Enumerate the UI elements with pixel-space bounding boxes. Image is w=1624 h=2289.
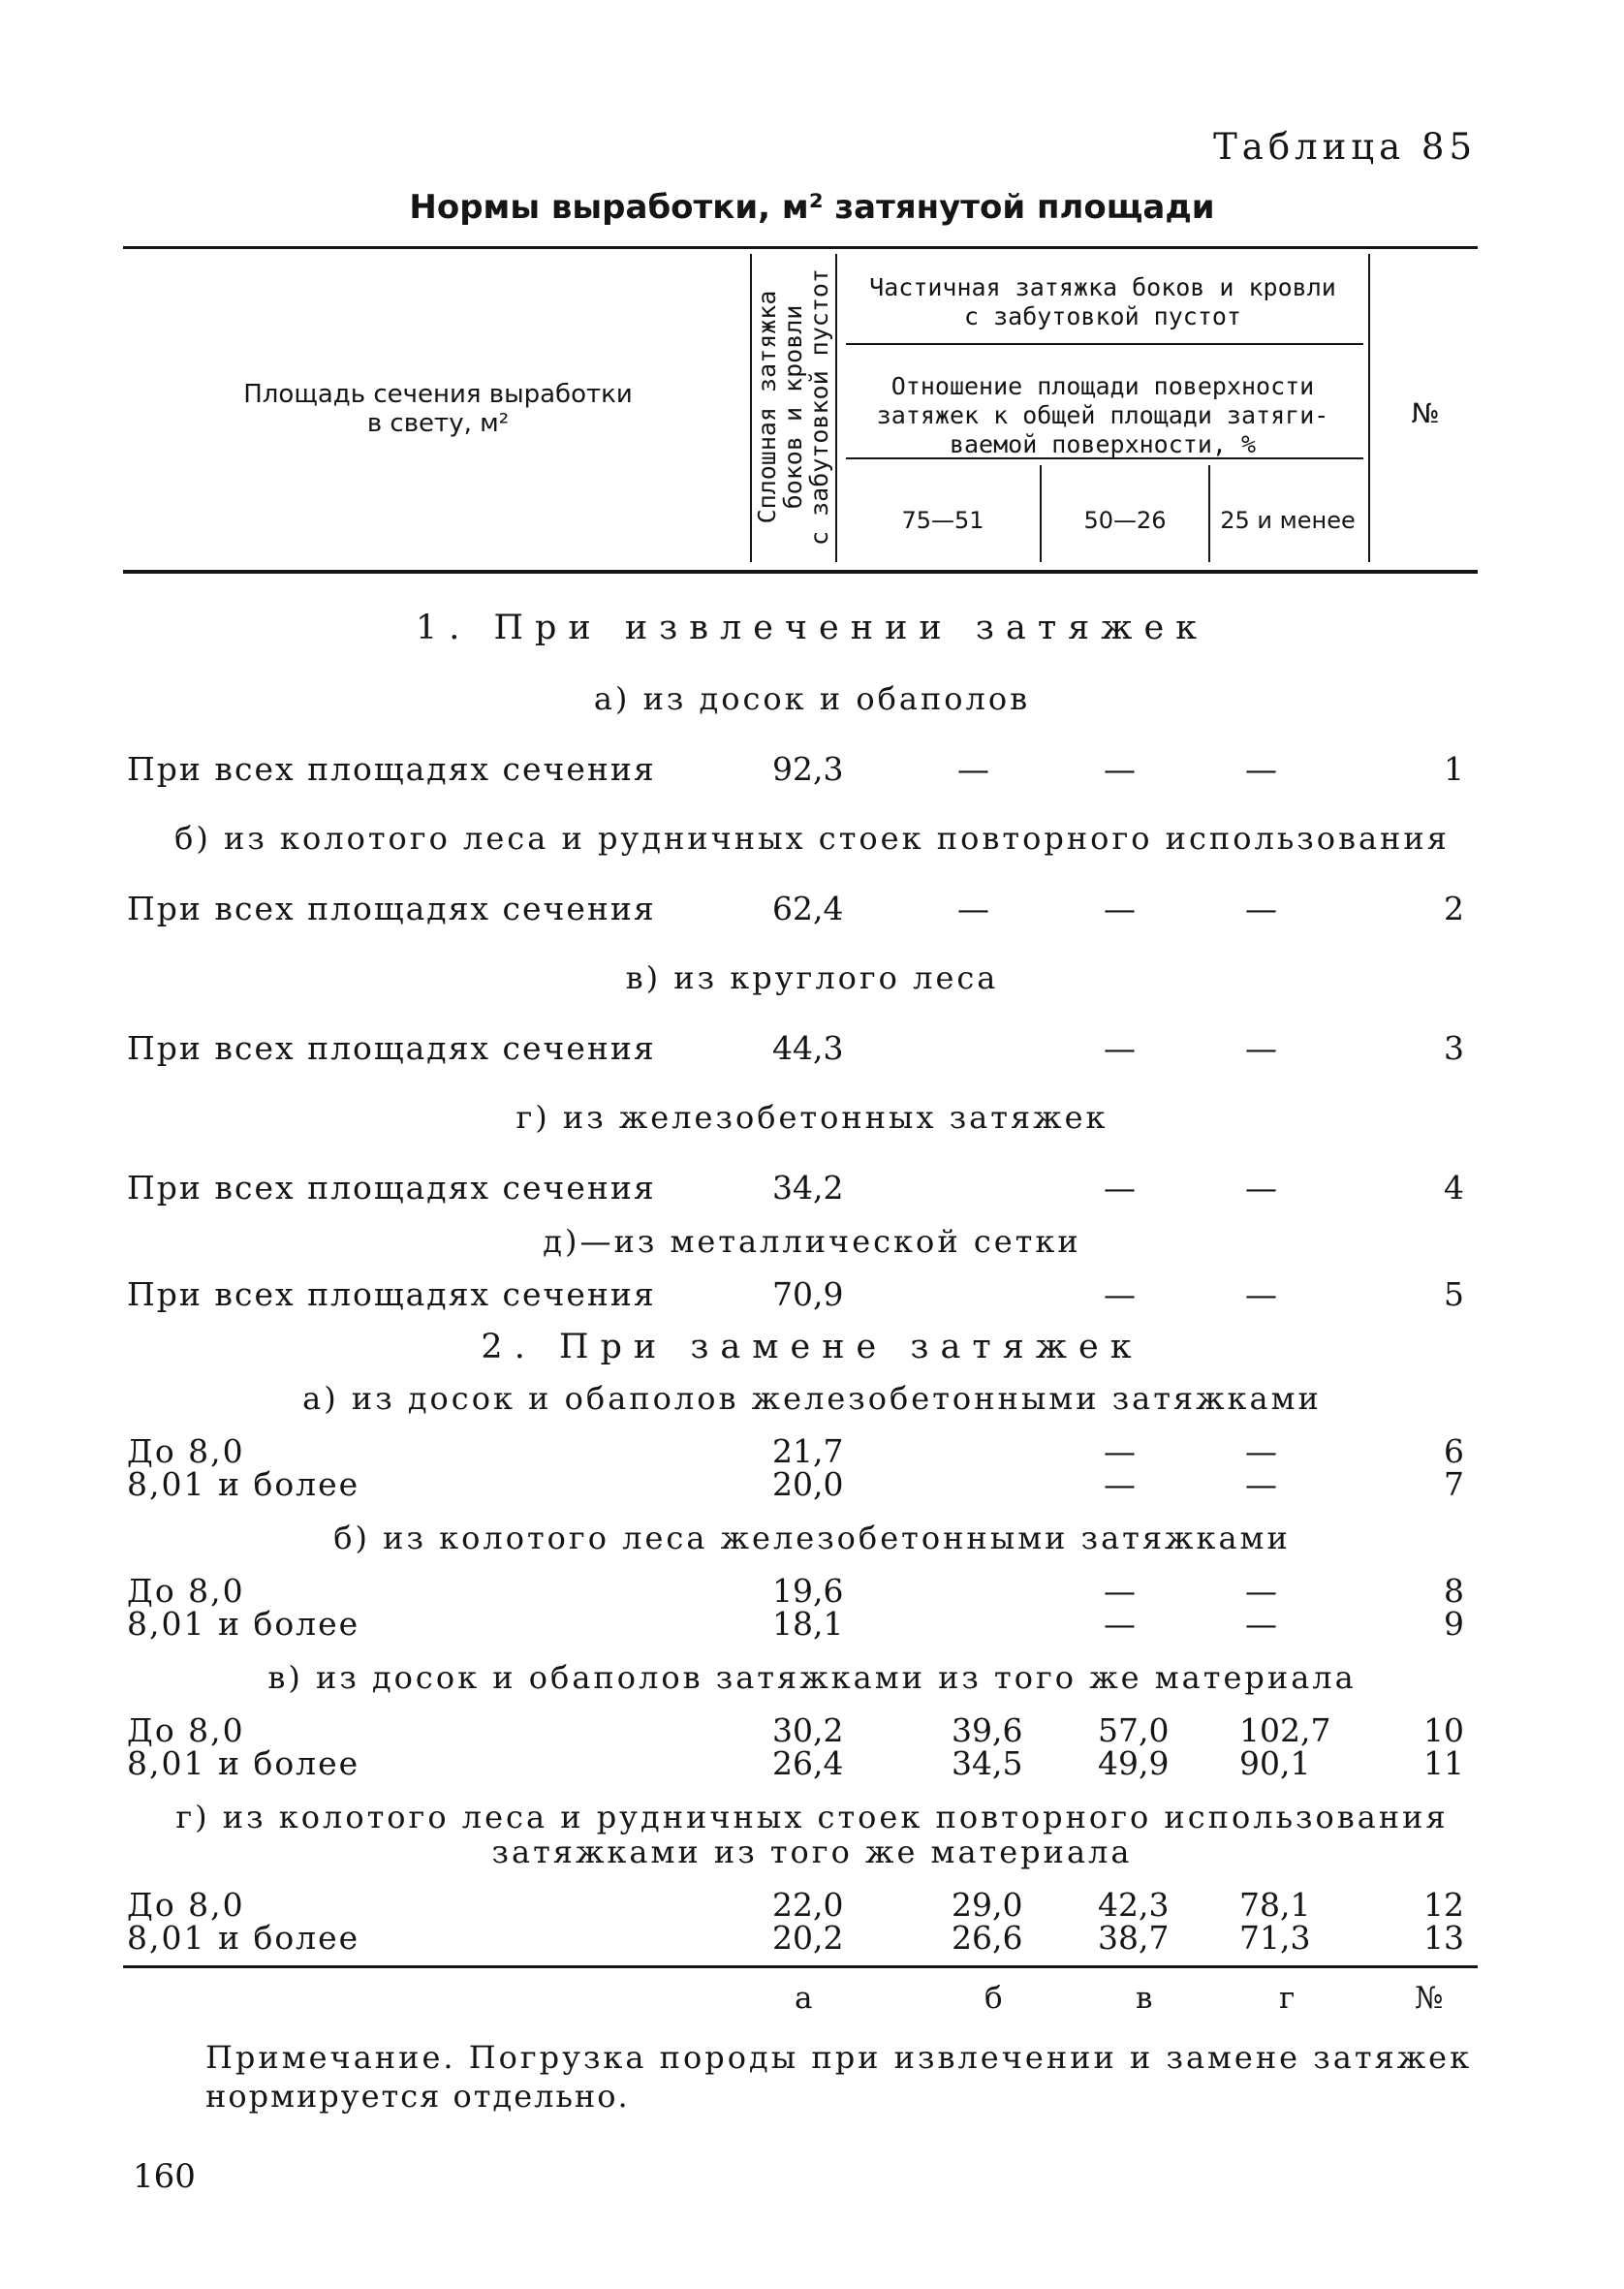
- cell-50-26: 38,7: [1098, 1919, 1170, 1957]
- section-1-title: 1. При извлечении затяжек: [415, 609, 1209, 647]
- cell-full: 26,4: [772, 1744, 844, 1782]
- cell-50-26: —: [1104, 1275, 1136, 1313]
- column-letter-b: б: [984, 1981, 1003, 2016]
- cell-full: 62,4: [772, 890, 844, 927]
- cell-25-less: —: [1245, 1029, 1277, 1067]
- table-row: [0, 1432, 1624, 1470]
- section-1b-title: б) из колотого леса и рудничных стоек повторного использования: [174, 820, 1450, 857]
- cell-full: 34,2: [772, 1169, 844, 1207]
- row-label: До 8,0: [127, 1432, 245, 1470]
- note: Примечание. Погрузка породы при извлечении и замене затяжек: [205, 2039, 1473, 2076]
- column-letter-c: в: [1136, 1981, 1153, 2016]
- table-title: Нормы выработки, м² затянутой площади: [409, 188, 1215, 227]
- table-row: [0, 750, 1624, 788]
- cell-25-less: 102,7: [1239, 1711, 1331, 1749]
- header-partial: Частичная затяжка боков и кровли с забутовкой пустот: [869, 273, 1336, 330]
- row-label: До 8,0: [127, 1886, 245, 1924]
- row-label: 8,01 и более: [127, 1465, 360, 1503]
- table-row: [0, 890, 1624, 925]
- row-number: 6: [1444, 1432, 1464, 1470]
- cell-25-less: —: [1245, 1465, 1277, 1503]
- cell-50-26: —: [1104, 1465, 1136, 1503]
- column-letter-number: №: [1415, 1981, 1444, 2016]
- cell-full: 21,7: [772, 1432, 844, 1470]
- cell-75-51: —: [957, 750, 989, 788]
- header-divider-3: [1368, 254, 1370, 562]
- cell-full: 20,2: [772, 1919, 844, 1957]
- table-label: Таблица 85: [1213, 126, 1477, 168]
- cell-full: 70,9: [772, 1275, 844, 1313]
- header-number: №: [1411, 397, 1440, 429]
- row-number: 10: [1423, 1711, 1464, 1749]
- row-number: 12: [1423, 1886, 1464, 1924]
- row-number: 5: [1444, 1275, 1464, 1313]
- cell-25-less: —: [1245, 890, 1277, 927]
- table-row: [0, 1465, 1624, 1503]
- table-row: [0, 1919, 1624, 1957]
- header-partial-rule: [846, 343, 1363, 345]
- section-2-title: 2. При замене затяжек: [481, 1328, 1143, 1366]
- cell-50-26: —: [1104, 1605, 1136, 1643]
- section-2d-title-line1: г) из колотого леса и рудничных стоек повторного использования: [175, 1799, 1449, 1835]
- row-label: При всех площадях сечения: [127, 1275, 656, 1313]
- row-label: При всех площадях сечения: [127, 890, 656, 927]
- section-2c-title: в) из досок и обаполов затяжками из того же материала: [267, 1659, 1357, 1696]
- header-bottom-rule: [123, 570, 1478, 574]
- header-sub-50-26: 50—26: [1083, 507, 1167, 534]
- row-label: До 8,0: [127, 1711, 245, 1749]
- cell-50-26: 42,3: [1098, 1886, 1170, 1924]
- table-row: [0, 1605, 1624, 1643]
- row-label: 8,01 и более: [127, 1919, 360, 1957]
- cell-75-51: 29,0: [952, 1886, 1023, 1924]
- cell-25-less: —: [1245, 1275, 1277, 1313]
- section-2a-title: а) из досок и обаполов железобетонными затяжками: [302, 1380, 1322, 1417]
- table-row: [0, 1169, 1624, 1207]
- column-letter-a: а: [795, 1981, 813, 2016]
- table-row: [0, 1029, 1624, 1067]
- section-2b-title: б) из колотого леса железобетонными затяжками: [333, 1520, 1291, 1556]
- cell-25-less: —: [1245, 750, 1277, 788]
- row-number: 11: [1423, 1744, 1464, 1782]
- cell-50-26: —: [1104, 1572, 1136, 1610]
- header-divider-1: [750, 254, 752, 562]
- row-label: При всех площадях сечения: [127, 1029, 656, 1067]
- table-row: [0, 1886, 1624, 1924]
- row-number: 9: [1444, 1605, 1464, 1643]
- footer-rule: [123, 1965, 1478, 1968]
- section-1c-title: в) из круглого леса: [625, 959, 999, 996]
- row-number: 2: [1444, 890, 1464, 927]
- section-1d-title: г) из железобетонных затяжек: [515, 1099, 1109, 1136]
- cell-full: 18,1: [772, 1605, 844, 1643]
- header-top-rule: [123, 246, 1478, 249]
- table-row: [0, 1572, 1624, 1610]
- cell-25-less: —: [1245, 1605, 1277, 1643]
- section-1e-title: д)—из металлической сетки: [543, 1223, 1081, 1260]
- header-sub-75-51: 75—51: [901, 507, 984, 534]
- row-number: 13: [1423, 1919, 1464, 1957]
- row-label: 8,01 и более: [127, 1744, 360, 1782]
- header-divider-2: [835, 254, 837, 562]
- row-number: 3: [1444, 1029, 1464, 1067]
- cell-50-26: —: [1104, 750, 1136, 788]
- header-ratio: Отношение площади поверхности затяжек к общей площади затяги- ваемой поверхности, %: [876, 372, 1329, 458]
- row-label: При всех площадях сечения: [127, 750, 656, 788]
- cell-50-26: 49,9: [1098, 1744, 1170, 1782]
- cell-25-less: 90,1: [1239, 1744, 1311, 1782]
- cell-25-less: —: [1245, 1432, 1277, 1470]
- header-sub-25-less: 25 и менее: [1220, 507, 1356, 534]
- cell-75-51: 26,6: [952, 1919, 1023, 1957]
- cell-full: 19,6: [772, 1572, 844, 1610]
- table-row: [0, 1275, 1624, 1313]
- cell-25-less: 71,3: [1239, 1919, 1311, 1957]
- cell-full: 22,0: [772, 1886, 844, 1924]
- row-label: До 8,0: [127, 1572, 245, 1610]
- page-number: 160: [133, 2157, 196, 2196]
- cell-full: 30,2: [772, 1711, 844, 1749]
- row-number: 1: [1444, 750, 1464, 788]
- cell-25-less: —: [1245, 1169, 1277, 1207]
- cell-50-26: —: [1104, 1169, 1136, 1207]
- row-number: 4: [1444, 1169, 1464, 1207]
- row-number: 7: [1444, 1465, 1464, 1503]
- cell-50-26: 57,0: [1098, 1711, 1170, 1749]
- table-row: [0, 1711, 1624, 1749]
- cell-50-26: —: [1104, 1432, 1136, 1470]
- header-area: Площадь сечения выработки в свету, м²: [243, 380, 633, 438]
- cell-full: 44,3: [772, 1029, 844, 1067]
- header-full-coverage: Сплошная затяжка боков и кровли с забутовкой пустот: [753, 268, 833, 546]
- cell-75-51: 34,5: [952, 1744, 1023, 1782]
- cell-50-26: —: [1104, 890, 1136, 927]
- cell-full: 92,3: [772, 750, 844, 788]
- section-1a-title: а) из досок и обаполов: [593, 680, 1031, 717]
- cell-75-51: —: [957, 890, 989, 927]
- cell-50-26: —: [1104, 1029, 1136, 1067]
- section-2d-title-line2: затяжками из того же материала: [491, 1834, 1133, 1870]
- cell-full: 20,0: [772, 1465, 844, 1503]
- cell-25-less: —: [1245, 1572, 1277, 1610]
- row-number: 8: [1444, 1572, 1464, 1610]
- row-label: 8,01 и более: [127, 1605, 360, 1643]
- row-label: При всех площадях сечения: [127, 1169, 656, 1207]
- table-row: [0, 1744, 1624, 1782]
- cell-75-51: 39,6: [952, 1711, 1023, 1749]
- cell-25-less: 78,1: [1239, 1886, 1311, 1924]
- column-letter-d: г: [1279, 1981, 1296, 2016]
- note-continuation: нормируется отдельно.: [205, 2078, 630, 2115]
